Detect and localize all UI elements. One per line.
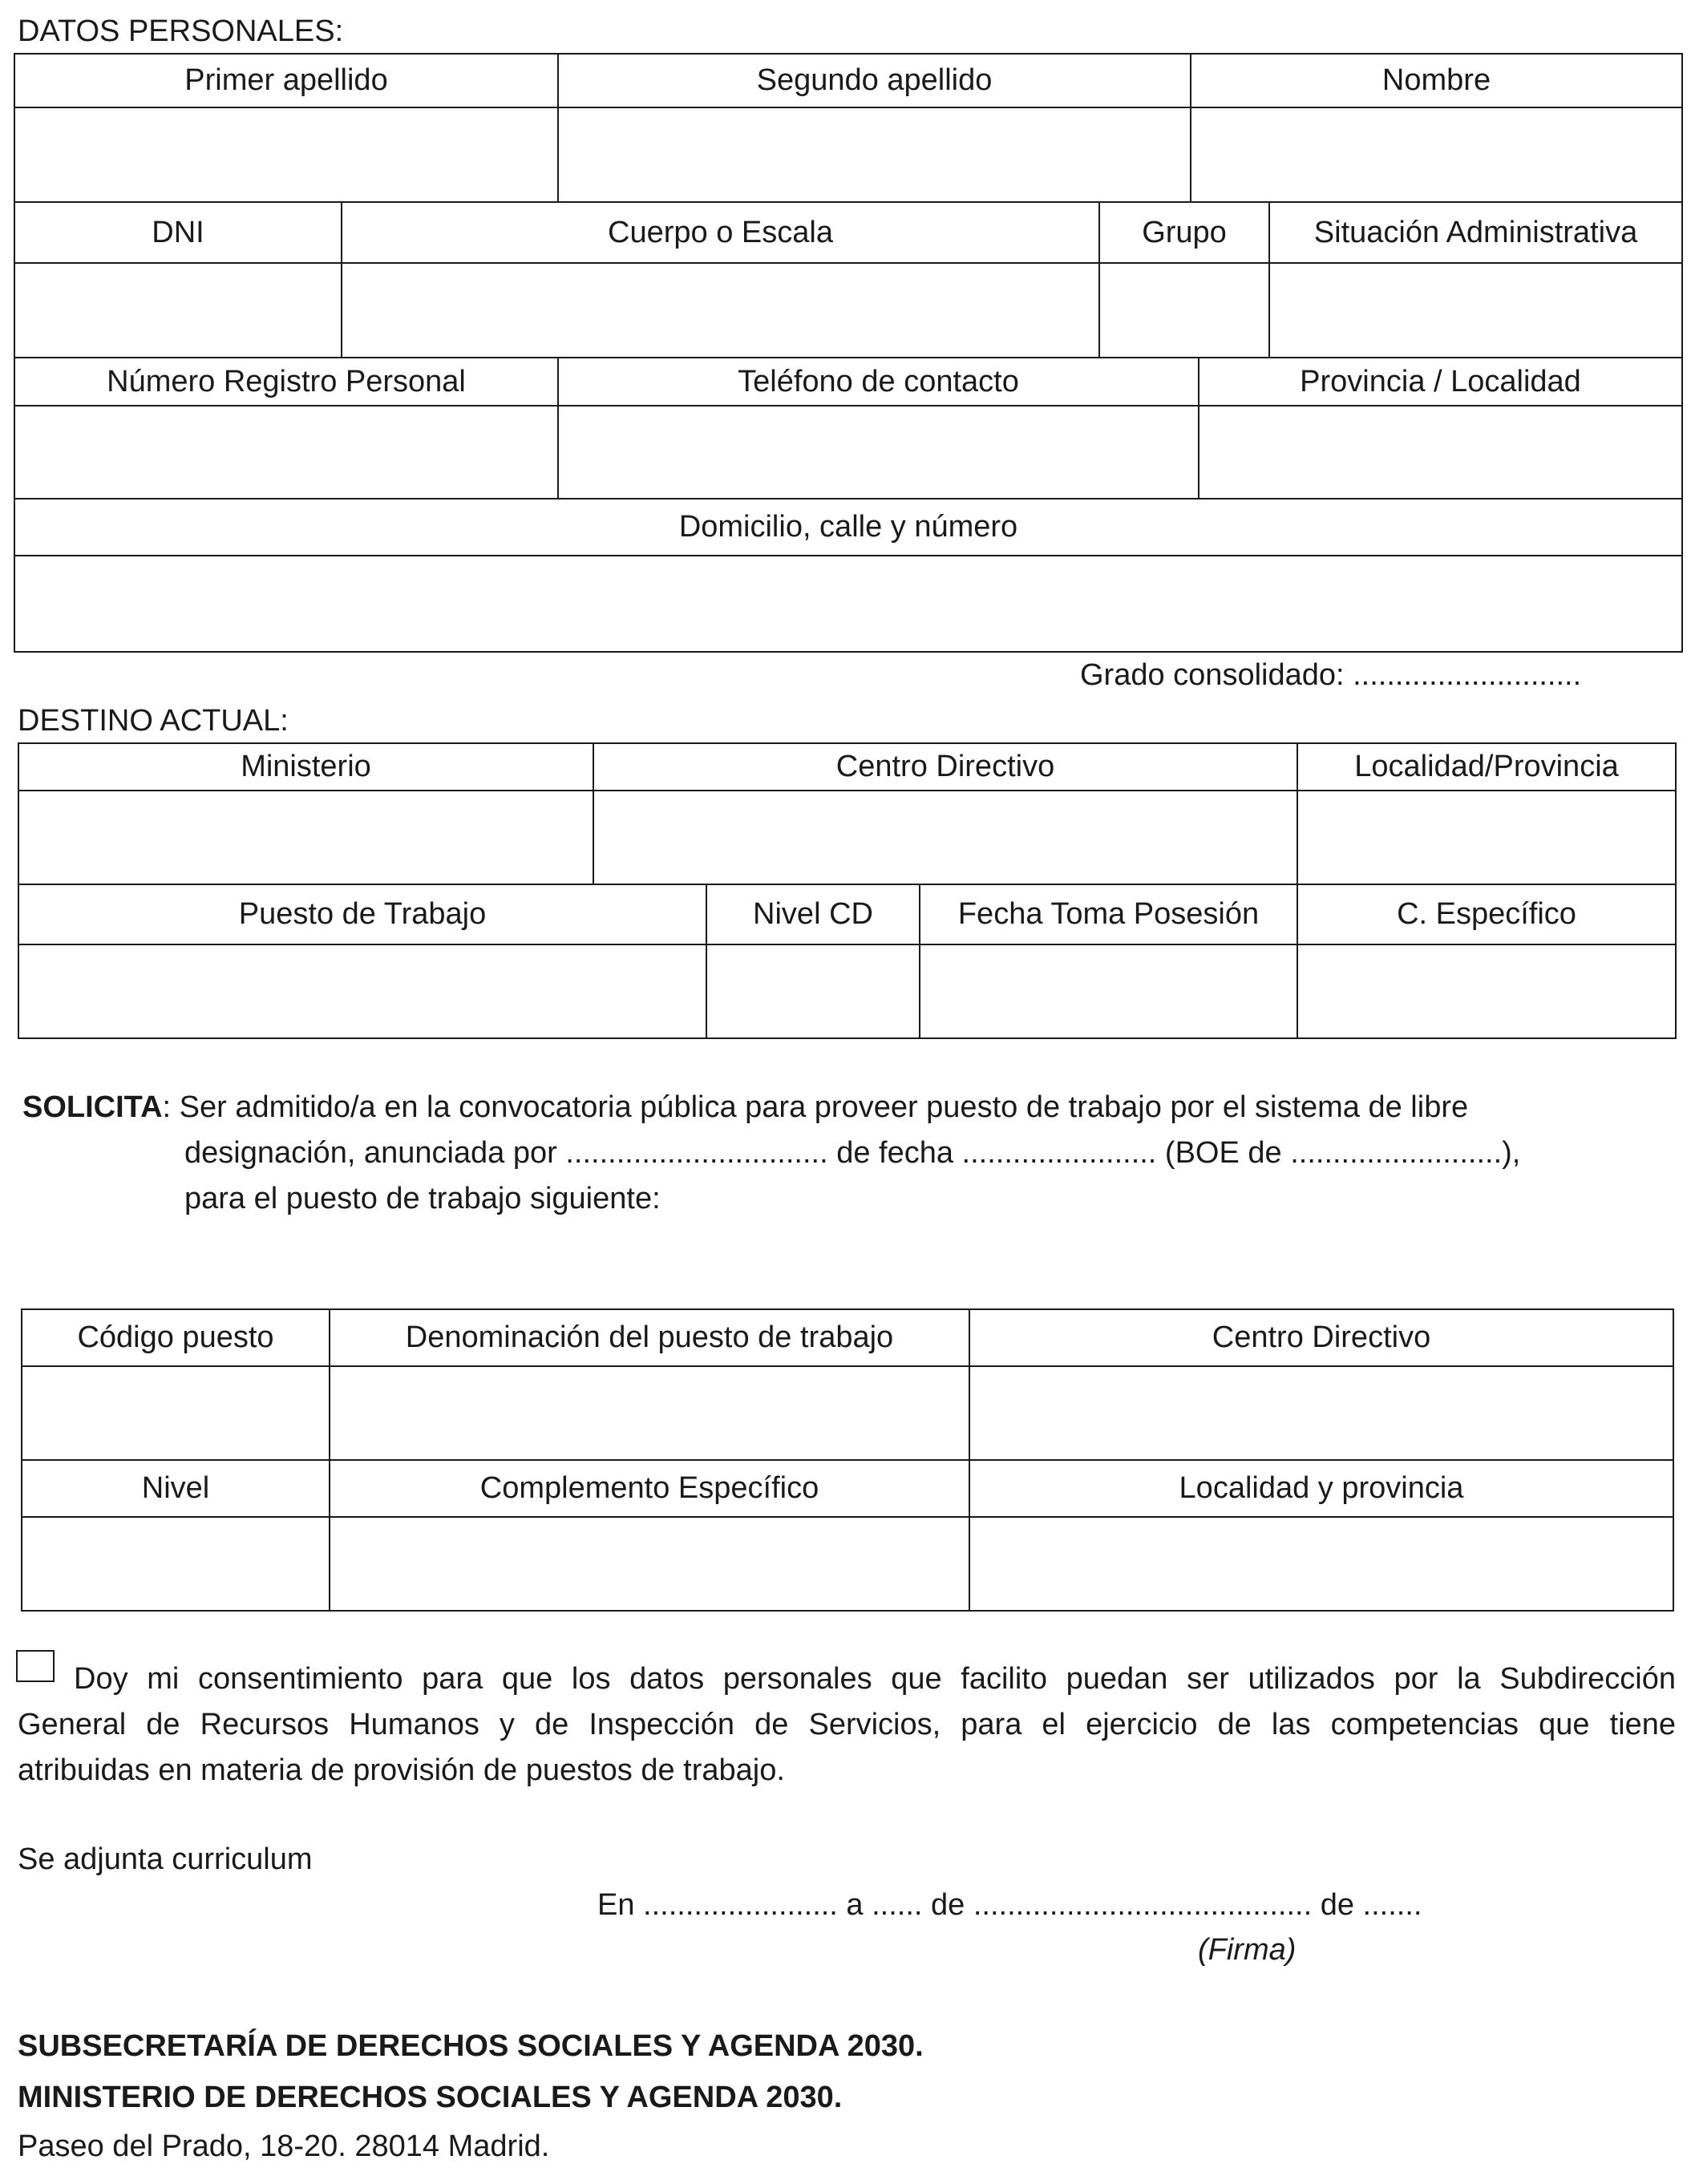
solicita-line-3: para el puesto de trabajo siguiente: [184,1182,661,1215]
field-denominacion-puesto[interactable] [330,1366,969,1460]
header-dni: DNI [14,202,342,263]
solicita-text-1: : Ser admitido/a en la convocatoria pública para proveer puesto de trabajo por el sistema de libre [162,1090,1469,1124]
consent-line-2: General de Recursos Humanos y de Inspección de Servicios, para el ejercicio de las competencias que tiene [18,1708,1676,1741]
firma-label: (Firma) [1198,1933,1297,1967]
field-cuerpo-escala[interactable] [342,263,1099,358]
field-dni[interactable] [14,263,342,358]
header-codigo-puesto: Código puesto [22,1309,330,1366]
field-ministerio[interactable] [18,791,593,884]
header-puesto-trabajo: Puesto de Trabajo [18,884,706,944]
header-centro-directivo: Centro Directivo [593,743,1297,791]
header-ministerio: Ministerio [18,743,593,791]
fecha-lugar-line: En ....................... a ...... de ........................................ de ....... [597,1888,1422,1922]
field-codigo-puesto[interactable] [22,1366,330,1460]
header-nivel-cd: Nivel CD [706,884,920,944]
header-domicilio: Domicilio, calle y número [14,499,1682,556]
adjunta-curriculum: Se adjunta curriculum [18,1842,313,1876]
header-telefono-contacto: Teléfono de contacto [558,358,1199,406]
header-denominacion-puesto: Denominación del puesto de trabajo [330,1309,969,1366]
consent-checkbox[interactable] [16,1650,55,1682]
field-segundo-apellido[interactable] [558,107,1191,202]
consent-line-3: atribuidas en materia de provisión de puestos de trabajo. [18,1753,785,1787]
field-nivel[interactable] [22,1517,330,1611]
personal-data-table-4 [14,498,1683,653]
field-primer-apellido[interactable] [14,107,558,202]
solicita-label: SOLICITA [22,1090,163,1124]
header-nombre: Nombre [1191,54,1682,107]
footer-subsecretaria: SUBSECRETARÍA DE DERECHOS SOCIALES Y AGENDA 2030. [18,2029,924,2063]
field-domicilio[interactable] [14,556,1682,652]
field-fecha-toma-posesion[interactable] [920,944,1297,1038]
header-situacion-administrativa: Situación Administrativa [1269,202,1682,263]
field-puesto-trabajo[interactable] [18,944,706,1038]
field-nombre[interactable] [1191,107,1682,202]
field-grupo[interactable] [1099,263,1269,358]
header-localidad-y-provincia: Localidad y provincia [969,1460,1673,1517]
field-provincia-localidad[interactable] [1199,406,1682,499]
destino-table-2 [18,884,1677,1039]
personal-data-table-3 [14,357,1683,499]
header-fecha-toma-posesion: Fecha Toma Posesión [920,884,1297,944]
section-heading-destino: DESTINO ACTUAL: [18,704,289,738]
puesto-solicitado-table [21,1308,1674,1612]
destino-table-1 [18,742,1677,885]
field-telefono-contacto[interactable] [558,406,1199,499]
header-nivel: Nivel [22,1460,330,1517]
solicita-line-2: designación, anunciada por ............................... de fecha ....................... (BOE de .........................), [184,1136,1521,1170]
section-heading-personal: DATOS PERSONALES: [18,14,344,48]
field-numero-registro-personal[interactable] [14,406,558,499]
header-segundo-apellido: Segundo apellido [558,54,1191,107]
header-provincia-localidad: Provincia / Localidad [1199,358,1682,406]
header-localidad-provincia: Localidad/Provincia [1297,743,1676,791]
header-complemento-especifico: Complemento Específico [330,1460,969,1517]
personal-data-table-1 [14,53,1683,203]
field-c-especifico[interactable] [1297,944,1676,1038]
footer-direccion: Paseo del Prado, 18-20. 28014 Madrid. [18,2129,550,2163]
personal-data-table-2 [14,201,1683,358]
field-localidad-provincia[interactable] [1297,791,1676,884]
header-numero-registro-personal: Número Registro Personal [14,358,558,406]
header-cuerpo-escala: Cuerpo o Escala [342,202,1099,263]
solicita-line-1 [22,1085,1674,1130]
field-centro-directivo-solicitado[interactable] [969,1366,1673,1460]
field-nivel-cd[interactable] [706,944,920,1038]
header-c-especifico: C. Específico [1297,884,1676,944]
header-primer-apellido: Primer apellido [14,54,558,107]
grado-consolidado: Grado consolidado: ........................... [1080,658,1582,692]
field-situacion-administrativa[interactable] [1269,263,1682,358]
consent-line-1: Doy mi consentimiento para que los datos personales que facilito puedan ser utilizados por la Subdirección [74,1662,1676,1696]
field-complemento-especifico[interactable] [330,1517,969,1611]
field-localidad-y-provincia[interactable] [969,1517,1673,1611]
field-centro-directivo[interactable] [593,791,1297,884]
header-grupo: Grupo [1099,202,1269,263]
header-centro-directivo-solicitado: Centro Directivo [969,1309,1673,1366]
footer-ministerio: MINISTERIO DE DERECHOS SOCIALES Y AGENDA 2030. [18,2081,843,2114]
